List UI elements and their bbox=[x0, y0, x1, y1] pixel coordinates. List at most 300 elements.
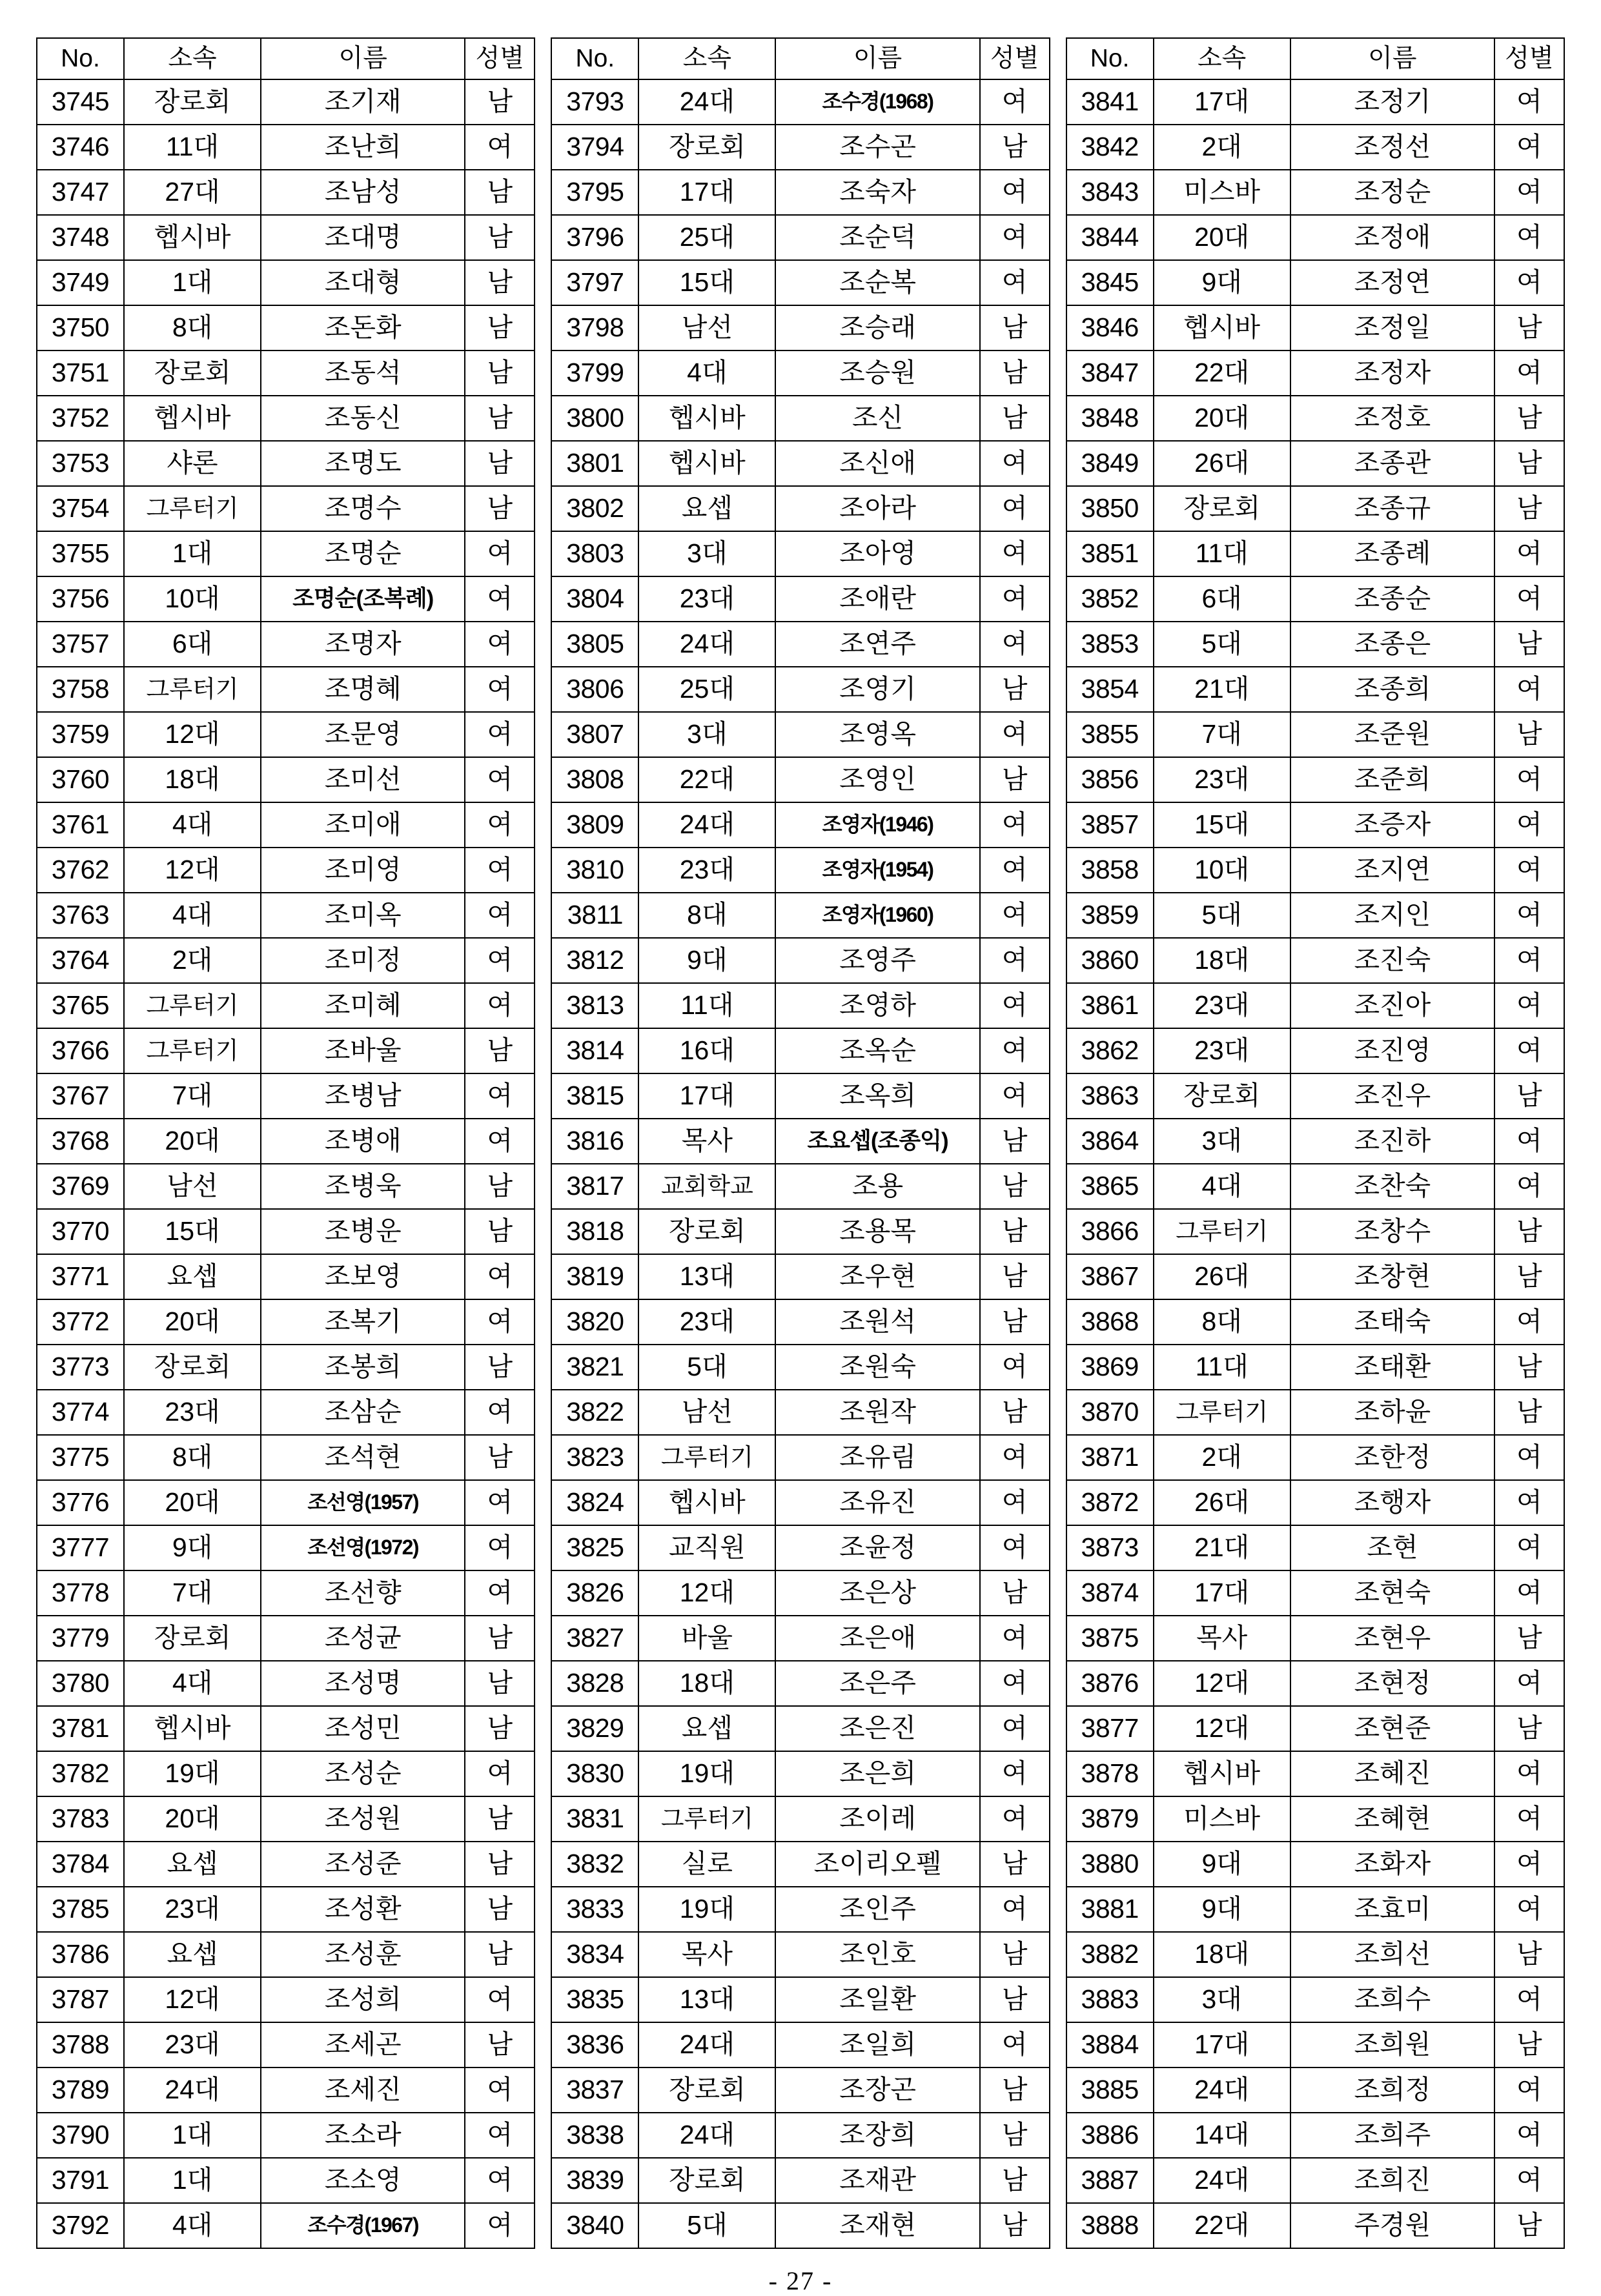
table-row bbox=[37, 1164, 535, 1209]
table-row bbox=[37, 1842, 535, 1887]
cell-name: 조순덕 bbox=[775, 215, 979, 260]
cell-name: 조종희 bbox=[1290, 667, 1494, 712]
table-row bbox=[37, 396, 535, 441]
cell-gender: 여 bbox=[1494, 848, 1564, 893]
cell-gender: 남 bbox=[1494, 305, 1564, 350]
cell-name: 주경원 bbox=[1290, 2203, 1494, 2248]
table-row bbox=[1066, 2203, 1564, 2248]
cell-name: 조명자 bbox=[261, 622, 465, 667]
cell-no: 3790 bbox=[37, 2113, 124, 2158]
table-row bbox=[1066, 305, 1564, 350]
cell-name: 조연주 bbox=[775, 622, 979, 667]
cell-group: 10대 bbox=[1154, 848, 1290, 893]
cell-gender: 여 bbox=[465, 576, 535, 622]
table-row bbox=[551, 2203, 1049, 2248]
cell-no: 3861 bbox=[1066, 983, 1154, 1028]
table-row bbox=[1066, 170, 1564, 215]
cell-no: 3814 bbox=[551, 1028, 638, 1073]
cell-gender: 남 bbox=[980, 1164, 1050, 1209]
cell-group: 4대 bbox=[1154, 1164, 1290, 1209]
cell-no: 3761 bbox=[37, 802, 124, 848]
cell-gender: 여 bbox=[980, 1616, 1050, 1661]
cell-name: 조현숙 bbox=[1290, 1570, 1494, 1616]
cell-no: 3759 bbox=[37, 712, 124, 757]
cell-group: 요셉 bbox=[124, 1932, 261, 1977]
cell-gender: 여 bbox=[465, 667, 535, 712]
roster-column-1 bbox=[36, 37, 535, 2249]
cell-gender: 여 bbox=[980, 622, 1050, 667]
cell-group: 1대 bbox=[124, 2158, 261, 2203]
cell-group: 그루터기 bbox=[1154, 1390, 1290, 1435]
cell-no: 3800 bbox=[551, 396, 638, 441]
cell-group: 장로회 bbox=[1154, 486, 1290, 531]
cell-gender: 여 bbox=[980, 1435, 1050, 1480]
cell-no: 3869 bbox=[1066, 1345, 1154, 1390]
cell-group: 헵시바 bbox=[638, 441, 775, 486]
cell-name: 조유림 bbox=[775, 1435, 979, 1480]
cell-no: 3788 bbox=[37, 2022, 124, 2067]
cell-gender: 여 bbox=[980, 1751, 1050, 1796]
cell-group: 4대 bbox=[124, 2203, 261, 2248]
cell-group: 그루터기 bbox=[124, 667, 261, 712]
cell-name: 조복기 bbox=[261, 1299, 465, 1345]
cell-group: 실로 bbox=[638, 1842, 775, 1887]
cell-no: 3786 bbox=[37, 1932, 124, 1977]
table-row bbox=[37, 1751, 535, 1796]
table-row bbox=[1066, 396, 1564, 441]
cell-gender: 남 bbox=[465, 1345, 535, 1390]
cell-no: 3883 bbox=[1066, 1977, 1154, 2022]
cell-group: 24대 bbox=[1154, 2067, 1290, 2113]
cell-gender: 여 bbox=[465, 1977, 535, 2022]
table-row bbox=[1066, 215, 1564, 260]
cell-no: 3825 bbox=[551, 1525, 638, 1570]
cell-name: 조영주 bbox=[775, 938, 979, 983]
table-row bbox=[37, 1028, 535, 1073]
cell-name: 조성순 bbox=[261, 1751, 465, 1796]
cell-no: 3812 bbox=[551, 938, 638, 983]
cell-name: 조용목 bbox=[775, 1209, 979, 1254]
cell-group: 남선 bbox=[638, 1390, 775, 1435]
cell-group: 22대 bbox=[1154, 2203, 1290, 2248]
table-row bbox=[37, 938, 535, 983]
cell-gender: 여 bbox=[980, 531, 1050, 576]
cell-no: 3835 bbox=[551, 1977, 638, 2022]
cell-group: 18대 bbox=[124, 757, 261, 802]
roster-table bbox=[36, 37, 535, 2249]
table-row bbox=[37, 1299, 535, 1345]
cell-gender: 남 bbox=[465, 2022, 535, 2067]
cell-no: 3828 bbox=[551, 1661, 638, 1706]
cell-name: 조애란 bbox=[775, 576, 979, 622]
column-header-no: No. bbox=[551, 38, 638, 79]
cell-gender: 남 bbox=[465, 1616, 535, 1661]
cell-no: 3865 bbox=[1066, 1164, 1154, 1209]
cell-no: 3856 bbox=[1066, 757, 1154, 802]
cell-no: 3833 bbox=[551, 1887, 638, 1932]
table-row bbox=[37, 1073, 535, 1119]
cell-no: 3760 bbox=[37, 757, 124, 802]
cell-gender: 여 bbox=[1494, 938, 1564, 983]
cell-no: 3815 bbox=[551, 1073, 638, 1119]
table-row bbox=[551, 531, 1049, 576]
table-row bbox=[37, 1209, 535, 1254]
cell-group: 15대 bbox=[124, 1209, 261, 1254]
cell-gender: 남 bbox=[465, 260, 535, 305]
cell-group: 그루터기 bbox=[124, 983, 261, 1028]
cell-gender: 남 bbox=[980, 1842, 1050, 1887]
cell-name: 조수경(1968) bbox=[775, 79, 979, 125]
cell-name: 조혜진 bbox=[1290, 1751, 1494, 1796]
cell-no: 3822 bbox=[551, 1390, 638, 1435]
cell-no: 3766 bbox=[37, 1028, 124, 1073]
cell-gender: 여 bbox=[980, 1887, 1050, 1932]
table-header-row bbox=[551, 38, 1049, 79]
cell-group: 20대 bbox=[124, 1119, 261, 1164]
cell-group: 24대 bbox=[638, 2113, 775, 2158]
cell-group: 23대 bbox=[124, 1390, 261, 1435]
cell-no: 3824 bbox=[551, 1480, 638, 1525]
cell-group: 2대 bbox=[124, 938, 261, 983]
roster-table bbox=[1066, 37, 1565, 2249]
table-row bbox=[551, 622, 1049, 667]
cell-group: 2대 bbox=[1154, 125, 1290, 170]
cell-name: 조성민 bbox=[261, 1706, 465, 1751]
cell-gender: 여 bbox=[1494, 1028, 1564, 1073]
table-row bbox=[37, 486, 535, 531]
cell-name: 조진아 bbox=[1290, 983, 1494, 1028]
cell-gender: 남 bbox=[980, 350, 1050, 396]
cell-no: 3773 bbox=[37, 1345, 124, 1390]
cell-no: 3867 bbox=[1066, 1254, 1154, 1299]
table-row bbox=[551, 757, 1049, 802]
table-row bbox=[551, 215, 1049, 260]
cell-gender: 여 bbox=[980, 215, 1050, 260]
cell-name: 조병남 bbox=[261, 1073, 465, 1119]
table-row bbox=[1066, 893, 1564, 938]
cell-group: 11대 bbox=[1154, 1345, 1290, 1390]
cell-name: 조윤정 bbox=[775, 1525, 979, 1570]
cell-name: 조종관 bbox=[1290, 441, 1494, 486]
cell-group: 9대 bbox=[638, 938, 775, 983]
cell-name: 조성균 bbox=[261, 1616, 465, 1661]
cell-gender: 여 bbox=[980, 576, 1050, 622]
cell-group: 17대 bbox=[638, 170, 775, 215]
table-row bbox=[1066, 1299, 1564, 1345]
table-row bbox=[1066, 1164, 1564, 1209]
cell-name: 조병욱 bbox=[261, 1164, 465, 1209]
cell-no: 3862 bbox=[1066, 1028, 1154, 1073]
cell-no: 3838 bbox=[551, 2113, 638, 2158]
cell-name: 조세진 bbox=[261, 2067, 465, 2113]
cell-gender: 남 bbox=[465, 1842, 535, 1887]
cell-group: 교회학교 bbox=[638, 1164, 775, 1209]
cell-group: 20대 bbox=[1154, 396, 1290, 441]
cell-no: 3873 bbox=[1066, 1525, 1154, 1570]
cell-name: 조대형 bbox=[261, 260, 465, 305]
cell-no: 3846 bbox=[1066, 305, 1154, 350]
cell-no: 3799 bbox=[551, 350, 638, 396]
table-row bbox=[1066, 757, 1564, 802]
cell-no: 3795 bbox=[551, 170, 638, 215]
table-row bbox=[551, 667, 1049, 712]
cell-name: 조창현 bbox=[1290, 1254, 1494, 1299]
table-row bbox=[1066, 2158, 1564, 2203]
cell-no: 3745 bbox=[37, 79, 124, 125]
cell-no: 3874 bbox=[1066, 1570, 1154, 1616]
table-row bbox=[37, 2158, 535, 2203]
cell-no: 3811 bbox=[551, 893, 638, 938]
table-row bbox=[1066, 1706, 1564, 1751]
cell-no: 3775 bbox=[37, 1435, 124, 1480]
table-row bbox=[37, 983, 535, 1028]
cell-no: 3841 bbox=[1066, 79, 1154, 125]
cell-group: 12대 bbox=[124, 848, 261, 893]
cell-no: 3840 bbox=[551, 2203, 638, 2248]
table-row bbox=[37, 1480, 535, 1525]
cell-no: 3771 bbox=[37, 1254, 124, 1299]
cell-name: 조혜현 bbox=[1290, 1796, 1494, 1842]
cell-name: 조숙자 bbox=[775, 170, 979, 215]
cell-group: 9대 bbox=[1154, 1842, 1290, 1887]
column-header-name: 이름 bbox=[775, 38, 979, 79]
cell-name: 조우현 bbox=[775, 1254, 979, 1299]
cell-gender: 여 bbox=[1494, 2113, 1564, 2158]
cell-no: 3774 bbox=[37, 1390, 124, 1435]
table-row bbox=[37, 2022, 535, 2067]
cell-gender: 여 bbox=[1494, 1119, 1564, 1164]
cell-no: 3796 bbox=[551, 215, 638, 260]
cell-no: 3884 bbox=[1066, 2022, 1154, 2067]
cell-no: 3792 bbox=[37, 2203, 124, 2248]
cell-group: 목사 bbox=[638, 1932, 775, 1977]
cell-gender: 남 bbox=[980, 125, 1050, 170]
table-row bbox=[551, 396, 1049, 441]
cell-group: 17대 bbox=[1154, 79, 1290, 125]
cell-group: 13대 bbox=[638, 1977, 775, 2022]
cell-no: 3787 bbox=[37, 1977, 124, 2022]
cell-no: 3837 bbox=[551, 2067, 638, 2113]
cell-name: 조진우 bbox=[1290, 1073, 1494, 1119]
table-row bbox=[37, 1887, 535, 1932]
table-row bbox=[551, 2113, 1049, 2158]
cell-name: 조신 bbox=[775, 396, 979, 441]
table-row bbox=[1066, 260, 1564, 305]
cell-name: 조찬숙 bbox=[1290, 1164, 1494, 1209]
cell-name: 조미정 bbox=[261, 938, 465, 983]
cell-name: 조옥희 bbox=[775, 1073, 979, 1119]
table-header-row bbox=[1066, 38, 1564, 79]
cell-gender: 여 bbox=[1494, 1570, 1564, 1616]
cell-group: 23대 bbox=[124, 2022, 261, 2067]
cell-group: 5대 bbox=[638, 1345, 775, 1390]
table-row bbox=[1066, 1345, 1564, 1390]
cell-group: 11대 bbox=[124, 125, 261, 170]
cell-group: 2대 bbox=[1154, 1435, 1290, 1480]
cell-no: 3847 bbox=[1066, 350, 1154, 396]
cell-gender: 여 bbox=[1494, 125, 1564, 170]
cell-no: 3781 bbox=[37, 1706, 124, 1751]
table-row bbox=[37, 531, 535, 576]
cell-gender: 남 bbox=[1494, 486, 1564, 531]
cell-name: 조미영 bbox=[261, 848, 465, 893]
cell-group: 3대 bbox=[1154, 1977, 1290, 2022]
cell-group: 23대 bbox=[638, 576, 775, 622]
cell-group: 18대 bbox=[1154, 1932, 1290, 1977]
cell-name: 조미선 bbox=[261, 757, 465, 802]
cell-no: 3757 bbox=[37, 622, 124, 667]
cell-group: 1대 bbox=[124, 260, 261, 305]
cell-gender: 여 bbox=[1494, 1525, 1564, 1570]
table-row bbox=[37, 622, 535, 667]
cell-no: 3853 bbox=[1066, 622, 1154, 667]
cell-group: 그루터기 bbox=[638, 1435, 775, 1480]
cell-name: 조희수 bbox=[1290, 1977, 1494, 2022]
cell-gender: 여 bbox=[465, 1751, 535, 1796]
column-header-gender: 성별 bbox=[980, 38, 1050, 79]
cell-no: 3764 bbox=[37, 938, 124, 983]
cell-name: 조봉희 bbox=[261, 1345, 465, 1390]
cell-no: 3879 bbox=[1066, 1796, 1154, 1842]
cell-gender: 여 bbox=[465, 125, 535, 170]
cell-name: 조정애 bbox=[1290, 215, 1494, 260]
cell-no: 3770 bbox=[37, 1209, 124, 1254]
table-row bbox=[551, 441, 1049, 486]
cell-group: 25대 bbox=[638, 215, 775, 260]
cell-no: 3801 bbox=[551, 441, 638, 486]
cell-group: 6대 bbox=[124, 622, 261, 667]
table-row bbox=[551, 1977, 1049, 2022]
cell-no: 3816 bbox=[551, 1119, 638, 1164]
table-row bbox=[551, 486, 1049, 531]
cell-group: 장로회 bbox=[124, 350, 261, 396]
cell-name: 조진영 bbox=[1290, 1028, 1494, 1073]
table-row bbox=[37, 1570, 535, 1616]
cell-name: 조영기 bbox=[775, 667, 979, 712]
cell-no: 3769 bbox=[37, 1164, 124, 1209]
cell-name: 조영자(1954) bbox=[775, 848, 979, 893]
cell-gender: 여 bbox=[465, 1073, 535, 1119]
cell-name: 조병운 bbox=[261, 1209, 465, 1254]
cell-name: 조석현 bbox=[261, 1435, 465, 1480]
cell-group: 20대 bbox=[124, 1480, 261, 1525]
cell-gender: 여 bbox=[980, 1073, 1050, 1119]
cell-name: 조옥순 bbox=[775, 1028, 979, 1073]
cell-gender: 여 bbox=[1494, 215, 1564, 260]
cell-no: 3850 bbox=[1066, 486, 1154, 531]
cell-gender: 여 bbox=[465, 1299, 535, 1345]
cell-name: 조인주 bbox=[775, 1887, 979, 1932]
cell-name: 조승래 bbox=[775, 305, 979, 350]
cell-group: 요셉 bbox=[638, 1706, 775, 1751]
cell-gender: 남 bbox=[465, 396, 535, 441]
table-row bbox=[37, 2067, 535, 2113]
table-row bbox=[551, 1299, 1049, 1345]
cell-group: 19대 bbox=[638, 1887, 775, 1932]
cell-no: 3820 bbox=[551, 1299, 638, 1345]
cell-no: 3852 bbox=[1066, 576, 1154, 622]
cell-no: 3751 bbox=[37, 350, 124, 396]
cell-no: 3808 bbox=[551, 757, 638, 802]
cell-no: 3803 bbox=[551, 531, 638, 576]
cell-gender: 여 bbox=[1494, 1796, 1564, 1842]
cell-gender: 남 bbox=[1494, 1254, 1564, 1299]
table-row bbox=[37, 802, 535, 848]
cell-name: 조장희 bbox=[775, 2113, 979, 2158]
roster-column-2 bbox=[551, 37, 1050, 2249]
table-row bbox=[1066, 1661, 1564, 1706]
cell-group: 22대 bbox=[638, 757, 775, 802]
cell-name: 조장곤 bbox=[775, 2067, 979, 2113]
table-row bbox=[1066, 2113, 1564, 2158]
table-row bbox=[1066, 1842, 1564, 1887]
cell-group: 헵시바 bbox=[124, 396, 261, 441]
cell-no: 3772 bbox=[37, 1299, 124, 1345]
cell-group: 8대 bbox=[1154, 1299, 1290, 1345]
cell-no: 3747 bbox=[37, 170, 124, 215]
cell-name: 조영인 bbox=[775, 757, 979, 802]
table-row bbox=[1066, 576, 1564, 622]
cell-name: 조신애 bbox=[775, 441, 979, 486]
cell-no: 3876 bbox=[1066, 1661, 1154, 1706]
column-header-no: No. bbox=[37, 38, 124, 79]
cell-no: 3842 bbox=[1066, 125, 1154, 170]
cell-gender: 여 bbox=[465, 622, 535, 667]
cell-group: 헵시바 bbox=[124, 1706, 261, 1751]
table-row bbox=[551, 1164, 1049, 1209]
cell-name: 조희선 bbox=[1290, 1932, 1494, 1977]
cell-name: 조정기 bbox=[1290, 79, 1494, 125]
cell-no: 3750 bbox=[37, 305, 124, 350]
table-row bbox=[551, 350, 1049, 396]
cell-no: 3807 bbox=[551, 712, 638, 757]
cell-name: 조병애 bbox=[261, 1119, 465, 1164]
cell-gender: 여 bbox=[980, 893, 1050, 938]
cell-group: 12대 bbox=[1154, 1706, 1290, 1751]
cell-name: 조미옥 bbox=[261, 893, 465, 938]
cell-gender: 여 bbox=[465, 802, 535, 848]
table-row bbox=[551, 170, 1049, 215]
cell-name: 조성훈 bbox=[261, 1932, 465, 1977]
cell-gender: 남 bbox=[980, 2067, 1050, 2113]
cell-no: 3843 bbox=[1066, 170, 1154, 215]
cell-name: 조명순 bbox=[261, 531, 465, 576]
table-row bbox=[1066, 1887, 1564, 1932]
cell-name: 조진숙 bbox=[1290, 938, 1494, 983]
table-row bbox=[1066, 1751, 1564, 1796]
cell-group: 25대 bbox=[638, 667, 775, 712]
cell-name: 조은상 bbox=[775, 1570, 979, 1616]
column-header-no: No. bbox=[1066, 38, 1154, 79]
cell-group: 24대 bbox=[638, 2022, 775, 2067]
table-row bbox=[1066, 441, 1564, 486]
cell-no: 3875 bbox=[1066, 1616, 1154, 1661]
table-row bbox=[37, 1254, 535, 1299]
cell-gender: 남 bbox=[1494, 2022, 1564, 2067]
cell-name: 조희정 bbox=[1290, 2067, 1494, 2113]
cell-name: 조일희 bbox=[775, 2022, 979, 2067]
table-row bbox=[37, 260, 535, 305]
cell-gender: 남 bbox=[1494, 441, 1564, 486]
cell-group: 요셉 bbox=[124, 1842, 261, 1887]
cell-name: 조정선 bbox=[1290, 125, 1494, 170]
cell-gender: 여 bbox=[980, 486, 1050, 531]
table-row bbox=[551, 79, 1049, 125]
cell-no: 3755 bbox=[37, 531, 124, 576]
cell-group: 9대 bbox=[1154, 260, 1290, 305]
cell-gender: 여 bbox=[465, 1390, 535, 1435]
cell-no: 3765 bbox=[37, 983, 124, 1028]
